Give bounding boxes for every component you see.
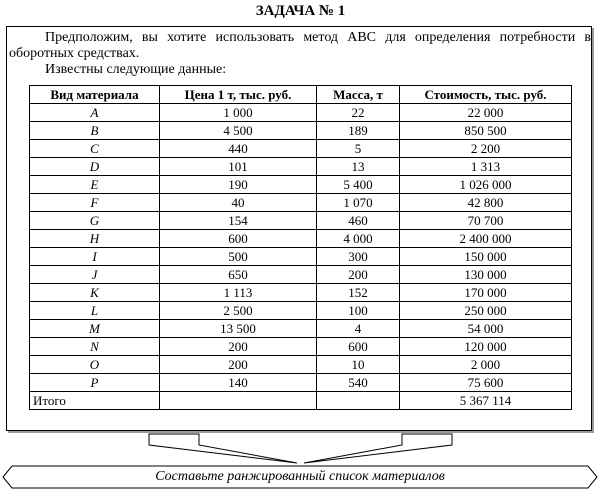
cost-cell: 2 000 — [400, 356, 572, 374]
material-cell: G — [30, 212, 160, 230]
task-intro — [9, 30, 591, 78]
price-cell: 500 — [160, 248, 317, 266]
table-row — [30, 212, 572, 230]
total-empty-cell — [317, 392, 400, 410]
task-title: ЗАДАЧА № 1 — [255, 3, 346, 19]
mass-cell: 4 — [317, 320, 400, 338]
header-price: Цена 1 т, тыс. руб. — [160, 86, 317, 104]
table-row — [30, 266, 572, 284]
price-cell: 40 — [160, 194, 317, 212]
table-row — [30, 194, 572, 212]
table-row — [30, 104, 572, 122]
mass-cell: 152 — [317, 284, 400, 302]
cost-cell: 250 000 — [400, 302, 572, 320]
cost-cell: 22 000 — [400, 104, 572, 122]
cost-cell: 1 026 000 — [400, 176, 572, 194]
table-row — [30, 284, 572, 302]
material-cell: D — [30, 158, 160, 176]
table-row — [30, 320, 572, 338]
intro-data-label: Известны следующие данные: — [45, 62, 227, 77]
material-cell: K — [30, 284, 160, 302]
material-cell: N — [30, 338, 160, 356]
mass-cell: 460 — [317, 212, 400, 230]
table-row — [30, 356, 572, 374]
mass-cell: 1 070 — [317, 194, 400, 212]
material-cell: I — [30, 248, 160, 266]
mass-cell: 540 — [317, 374, 400, 392]
material-cell: A — [30, 104, 160, 122]
mass-cell: 4 000 — [317, 230, 400, 248]
table-row — [30, 302, 572, 320]
material-cell: O — [30, 356, 160, 374]
mass-cell: 22 — [317, 104, 400, 122]
material-cell: H — [30, 230, 160, 248]
header-cost: Стоимость, тыс. руб. — [400, 86, 572, 104]
price-cell: 440 — [160, 140, 317, 158]
mass-cell: 5 — [317, 140, 400, 158]
cost-cell: 150 000 — [400, 248, 572, 266]
material-cell: F — [30, 194, 160, 212]
price-cell: 1 000 — [160, 104, 317, 122]
table-total-row — [30, 392, 572, 410]
mass-cell: 200 — [317, 266, 400, 284]
table-row — [30, 140, 572, 158]
cost-cell: 170 000 — [400, 284, 572, 302]
material-cell: C — [30, 140, 160, 158]
table-row — [30, 374, 572, 392]
mass-cell: 300 — [317, 248, 400, 266]
cost-cell: 75 600 — [400, 374, 572, 392]
mass-cell: 600 — [317, 338, 400, 356]
price-cell: 101 — [160, 158, 317, 176]
cost-cell: 130 000 — [400, 266, 572, 284]
price-cell: 4 500 — [160, 122, 317, 140]
table-row — [30, 230, 572, 248]
instruction-text: Составьте ранжированный список материалов — [155, 469, 445, 484]
cost-cell: 54 000 — [400, 320, 572, 338]
table-row — [30, 176, 572, 194]
total-empty-cell — [160, 392, 317, 410]
material-cell: B — [30, 122, 160, 140]
table-row — [30, 248, 572, 266]
price-cell: 190 — [160, 176, 317, 194]
mass-cell: 10 — [317, 356, 400, 374]
price-cell: 140 — [160, 374, 317, 392]
header-mass: Масса, т — [317, 86, 400, 104]
price-cell: 200 — [160, 356, 317, 374]
table-body — [30, 104, 572, 392]
table-row — [30, 158, 572, 176]
mass-cell: 100 — [317, 302, 400, 320]
price-cell: 2 500 — [160, 302, 317, 320]
price-cell: 13 500 — [160, 320, 317, 338]
intro-paragraph: Предположим, вы хотите использовать метод ABC для определения потребности в оборотных средствах. — [9, 30, 591, 61]
table-row — [30, 122, 572, 140]
price-cell: 650 — [160, 266, 317, 284]
cost-cell: 42 800 — [400, 194, 572, 212]
right-arrow-shape — [224, 433, 454, 467]
mass-cell: 5 400 — [317, 176, 400, 194]
price-cell: 1 113 — [160, 284, 317, 302]
price-cell: 600 — [160, 230, 317, 248]
materials-table — [29, 85, 572, 410]
cost-cell: 850 500 — [400, 122, 572, 140]
price-cell: 200 — [160, 338, 317, 356]
total-label: Итого — [30, 392, 160, 410]
mass-cell: 13 — [317, 158, 400, 176]
cost-cell: 120 000 — [400, 338, 572, 356]
material-cell: M — [30, 320, 160, 338]
cost-cell: 2 400 000 — [400, 230, 572, 248]
cost-cell: 70 700 — [400, 212, 572, 230]
material-cell: L — [30, 302, 160, 320]
cost-cell: 2 200 — [400, 140, 572, 158]
table-row — [30, 338, 572, 356]
header-material: Вид материала — [30, 86, 160, 104]
price-cell: 154 — [160, 212, 317, 230]
material-cell: E — [30, 176, 160, 194]
cost-cell: 1 313 — [400, 158, 572, 176]
mass-cell: 189 — [317, 122, 400, 140]
material-cell: P — [30, 374, 160, 392]
table-header-row — [30, 86, 572, 104]
total-value: 5 367 114 — [400, 392, 572, 410]
material-cell: J — [30, 266, 160, 284]
